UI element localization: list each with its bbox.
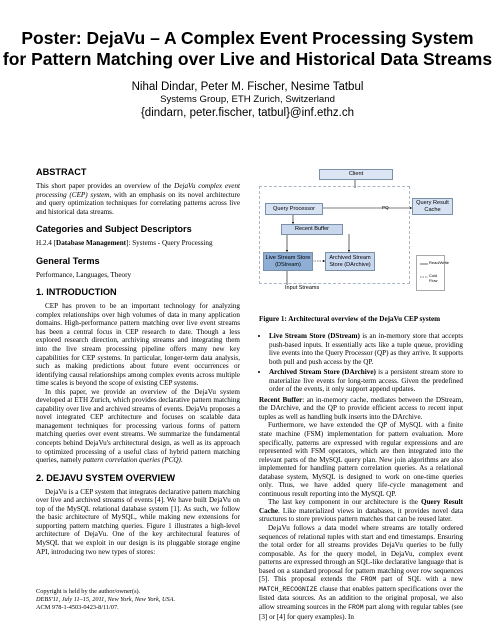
qp-extension-paragraph: Furthermore, we have extended the QP of MySQL with a finite state machine (FSM) implementation for pattern evaluation. More specifically, patterns are expressed with regular expressions and are represented with FSM operators, which are then integrated into the relevant parts of the MySQL query plan. New join algorithms are also implemented for handling pattern correlation queries. As a relational database system, MySQL is designed to work on one-time queries only. Thus, we have added query life-cycle management and continuous result reporting into the MySQL QP. xyxy=(259,421,463,498)
list-item: • Live Stream Store (DStream) is an in-memory store that accepts push-based inputs. It essentially acts like a tuple queue, providing live events into the Query Processor (QP) as they arrive. It supports both pull and push access by the QP. xyxy=(269,332,463,366)
architecture-figure xyxy=(259,167,463,317)
title-line-1: Poster: DejaVu – A Complex Event Processing System xyxy=(21,28,474,48)
copyright-line-2: DEBS'11, July 11–15, 2011, New York, New York, USA. xyxy=(36,595,176,603)
figure-caption: Figure 1: Architectural overview of the DejaVu CEP system xyxy=(259,315,441,323)
copyright-line-3: ACM 978-1-4503-0423-8/11/07. xyxy=(36,603,119,611)
copyright-line-1: Copyright is held by the author/owner(s). xyxy=(36,588,141,595)
legend-cold-flow: Cold Flow xyxy=(429,273,438,283)
categories-text: H.2.4 [Database Management]: Systems - Query Processing xyxy=(36,239,213,248)
author-affiliation: Systems Group, ETH Zurich, Switzerland xyxy=(160,94,335,105)
result-cache-paragraph: The last key component in our architecture is the Query Result Cache. Like materialized views in databases, it provides novel data structures to store previous pattern matches that can be reused later. xyxy=(259,498,463,524)
abstract-section xyxy=(36,167,240,216)
general-terms-text: Performance, Languages, Theory xyxy=(36,270,132,279)
overview-section xyxy=(36,473,240,556)
categories-section xyxy=(36,224,240,248)
query-processor-box: Query Processor xyxy=(265,203,323,215)
introduction-paragraph-1: CEP has proven to be an important technology for analyzing complex relationships over high volumes of data in many application domains. High-performance pattern matching over live event streams has been a central focus in CEP research to date. Though a less explored research direction, archiving streams and integrating them into the live stream processing pipeline offers many new key capabilities for CEP systems. In particular, longer-term data analysis, such as making predictions about future event occurrences or identifying causal relationships among complex events across multiple time scales is beyond the scope of existing CEP systems. xyxy=(36,302,240,388)
query-result-cache-box: Query Result Cache xyxy=(412,198,453,215)
input-streams-label: Input Streams xyxy=(285,285,320,291)
pq-label: PQ xyxy=(382,205,389,210)
recent-buffer-paragraph: Recent Buffer: an in-memory cache, mediates between the DStream, the DArchive, and the QP to provide efficient access to recent input tuples as well as handling bulk inserts into the DArchive. xyxy=(259,395,463,421)
figure-legend xyxy=(416,255,449,291)
author-emails: {dindarn, peter.fischer, tatbul}@inf.ethz.ch xyxy=(140,107,355,119)
introduction-section xyxy=(36,287,240,464)
right-column xyxy=(259,332,463,621)
store-list xyxy=(259,332,463,394)
title-line-2: for Pattern Matching over Live and Historical Data Streams xyxy=(2,49,493,69)
overview-heading: 2. DEJAVU SYSTEM OVERVIEW xyxy=(36,472,176,483)
author-names: Nihal Dindar, Peter M. Fischer, Nesime Tatbul xyxy=(131,81,364,93)
categories-heading: Categories and Subject Descriptors xyxy=(36,224,192,235)
abstract-text: This short paper provides an overview of the DejaVu complex event processing (CEP) system, with an emphasis on its novel architecture and query optimization techniques for correlating patterns across live and historical data streams. xyxy=(36,182,240,216)
recent-buffer-box: Recent Buffer xyxy=(281,224,343,235)
author-block xyxy=(0,80,495,120)
live-stream-store-box: Live Stream Store (DStream) xyxy=(263,252,313,271)
general-terms-heading: General Terms xyxy=(36,255,100,266)
abstract-heading: ABSTRACT xyxy=(36,167,87,177)
left-column xyxy=(36,167,240,564)
archived-stream-store-box: Archived Stream Store (DArchive) xyxy=(325,252,375,271)
introduction-paragraph-2: In this paper, we provide an overview of the DejaVu system developed at ETH Zurich, which provides declarative pattern matching capability over live and archived streams of events. DejaVu proposes a novel integrated CEP architecture and focuses on scalable data management techniques for processing various forms of pattern matching queries over event streams. We summarize the fundamental concepts behind DejaVu's architectural design, as well as its approach to optimized processing of a useful class of hybrid pattern matching queries, namely pattern correlation queries (PCQ). xyxy=(36,387,240,465)
legend-read-write: Read/Write xyxy=(429,260,449,265)
list-item: • Archived Stream Store (DArchive) is a persistent stream store to materialize live events for long-term access. Given the predefined order of the events, it only support append updates. xyxy=(269,368,463,394)
overview-paragraph-1: DejaVu is a CEP system that integrates declarative pattern matching over live and archived streams of events [4]. We have built DejaVu on top of the MySQL relational database system [1]. As such, we follow the basic architecture of MySQL, while making new extensions for supporting pattern matching queries. Figure 1 illustrates a high-level architecture of DejaVu. One of the key architectural features of MySQL that we exploit in our design is its pluggable storage engine API, introducing two new types of stores: xyxy=(36,487,240,556)
paper-title xyxy=(0,28,495,70)
introduction-heading: 1. INTRODUCTION xyxy=(36,287,117,298)
copyright-block xyxy=(36,588,240,611)
data-model-paragraph: DejaVu follows a data model where streams are totally ordered sequences of relational tuples with start and end timestamps. Ensuring the total order for all streams provides DejaVu queries to be fully composable. As for the query model, in DejaVu, complex event patterns are expressed through an SQL-like declarative language that is based on a standard proposal for pattern matching over row sequences [5]. This proposal extends the FROM part of SQL with a new MATCH_RECOGNIZE clause that enables pattern specifications over the listed data sources. As an addition to the original proposal, we also allow streaming sources in the FROM part along with regular tables (see [3] or [4] for query examples). In xyxy=(259,524,463,621)
general-terms-section xyxy=(36,256,240,280)
client-box: Client xyxy=(319,169,393,180)
